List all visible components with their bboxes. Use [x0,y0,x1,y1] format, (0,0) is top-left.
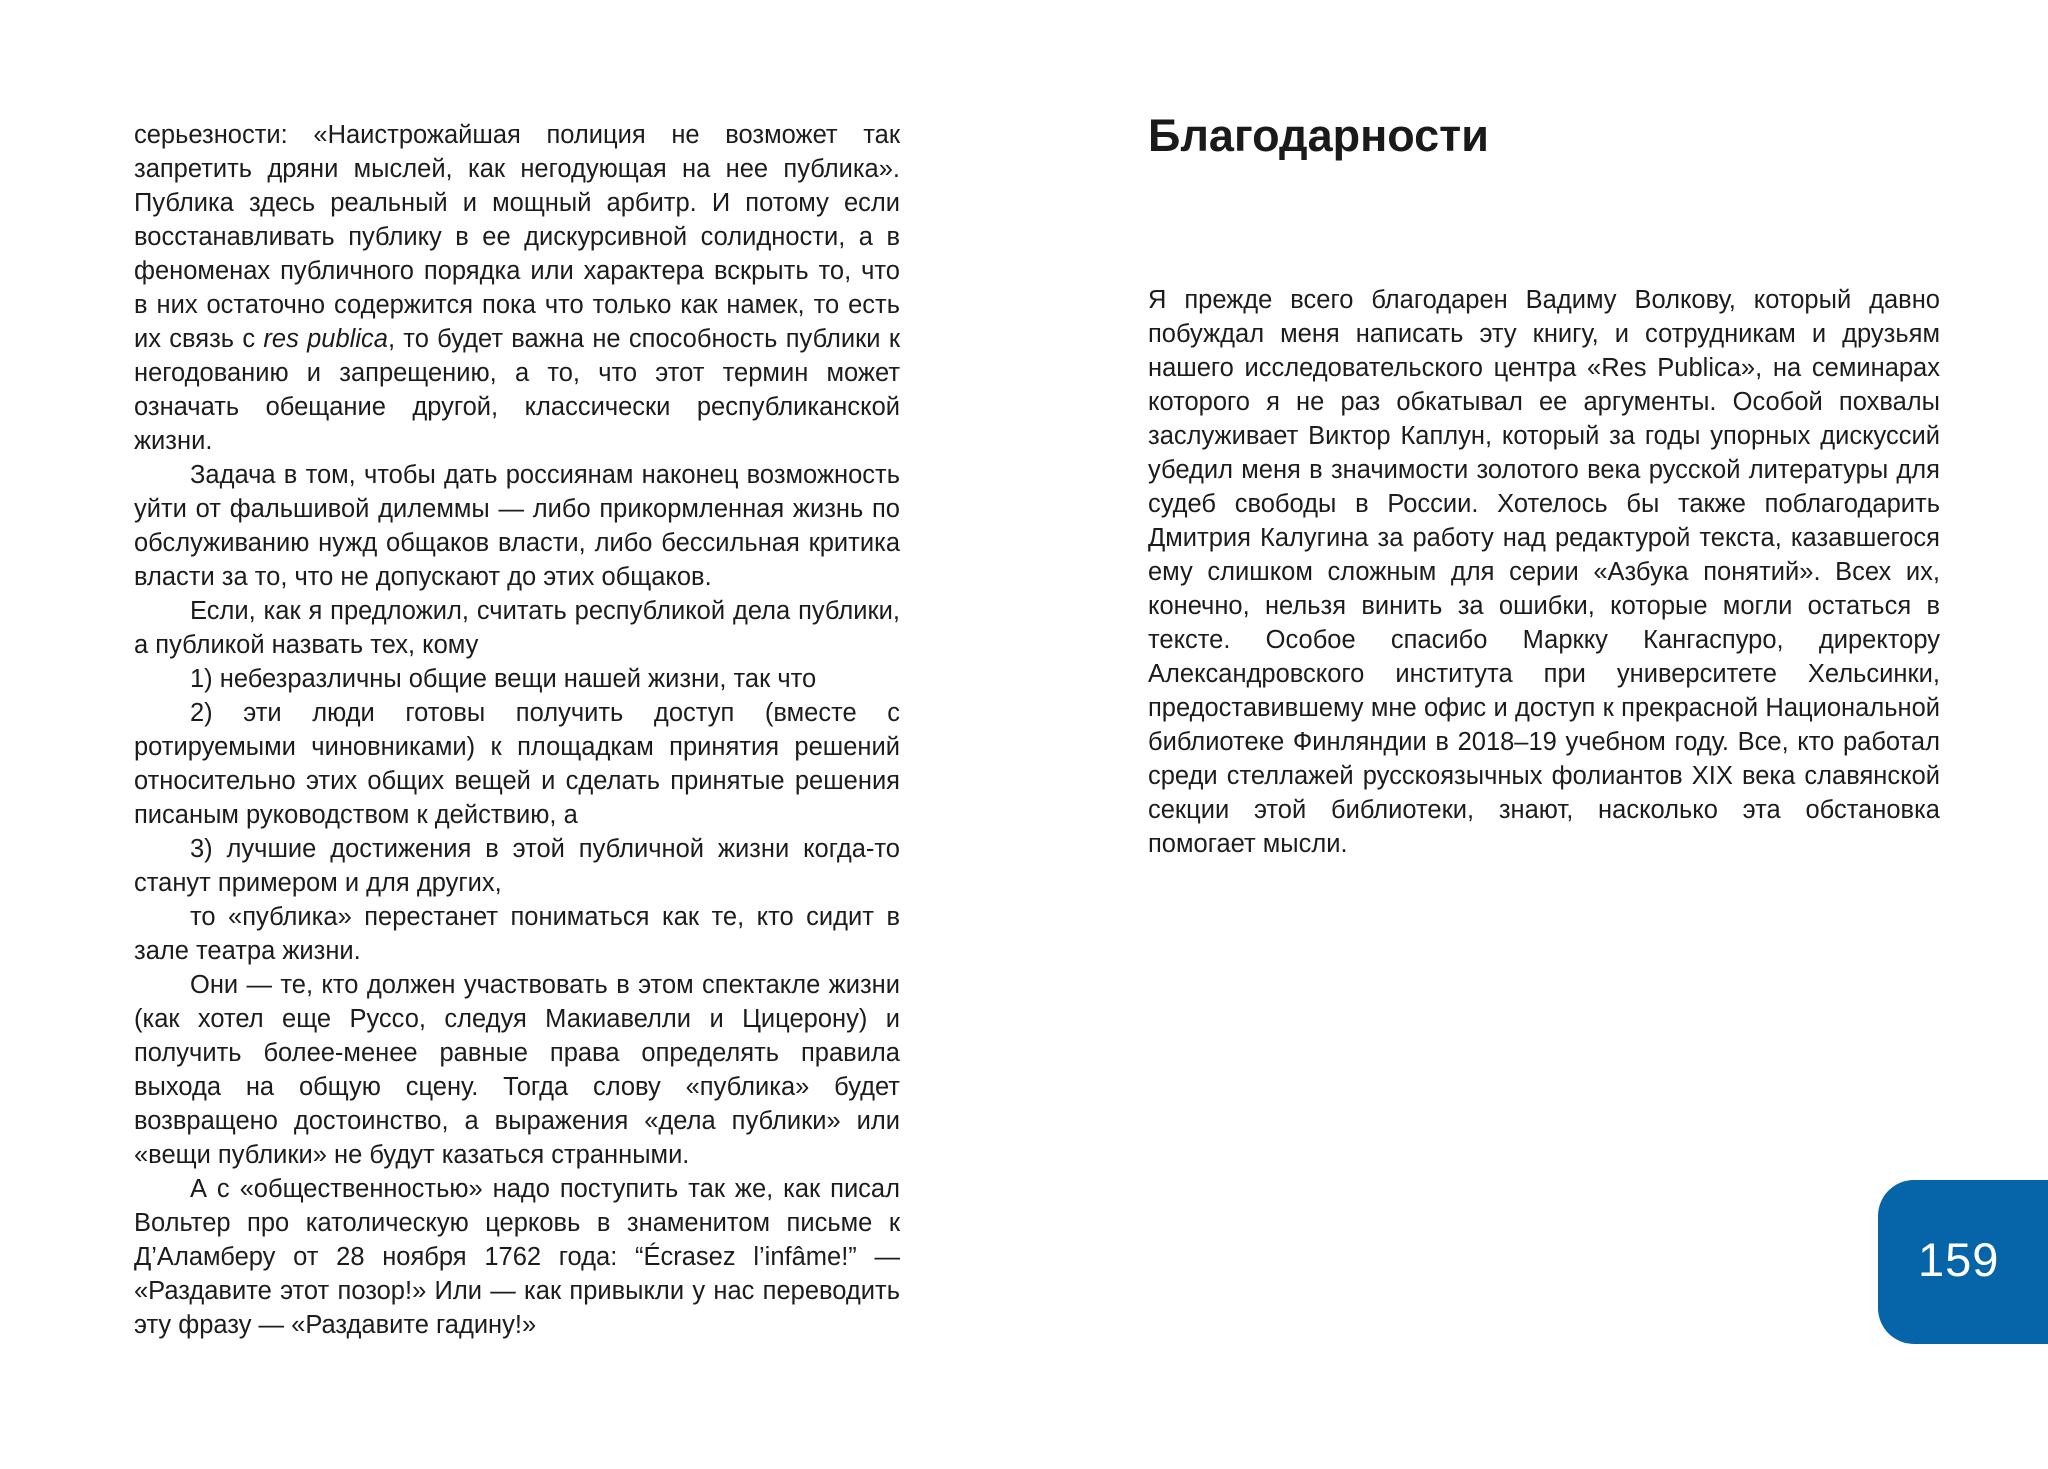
list-item-2: 2) эти люди готовы получить доступ (вместе с ротируемыми чиновниками) к площадкам принятия решений относительно этих общих вещей и сделать принятые решения писаным руководством к действию, а [134,699,900,829]
paragraph-1-part-1: серьезности: «Наистрожайшая полиция не возможет так запретить дряни мыслей, как негодующая на нее публика». Публика здесь реальный и мощный арбитр. И потому если восстанавливать публику в ее дискурсивной солидности, а в феноменах публичного порядка или характера вскрыть то, что в них остаточно содержится пока что только как намек, то есть их связь с [134,121,900,353]
paragraph-6: А с «общественностью» надо поступить так же, как писал Вольтер про католическую церковь в знаменитом письме к Д’Аламберу от 28 ноября 1762 года: “Écrasez l’infâme!” — «Раздавите этот позор!» Или — как привыкли у нас переводить эту фразу — «Раздавите гадину!» [134,1175,900,1339]
paragraph-5: Они — те, кто должен участвовать в этом спектакле жизни (как хотел еще Руссо, следуя Макиавелли и Цицерону) и получить более-менее равные права определять правила выхода на общую сцену. Тогда слову «публика» будет возвращено достоинство, а выражения «дела публики» или «вещи публики» не будут казаться странными. [134,971,900,1169]
paragraph-3: Если, как я предложил, считать республикой дела публики, а публикой назвать тех, кому [134,597,900,659]
left-text-column [134,118,900,1342]
paragraph-2: Задача в том, чтобы дать россиянам наконец возможность уйти от фальшивой дилеммы — либо прикормленная жизнь по обслуживанию нужд общаков власти, либо бессильная критика власти за то, что не допускают до этих общаков. [134,461,900,591]
list-item-1: 1) небезразличны общие вещи нашей жизни, так что [190,665,817,693]
page-number-tab [1878,1180,2048,1344]
paragraph-1 [134,118,900,458]
chapter-title: Благодарности [1148,110,1489,161]
acknowledgements-paragraph: Я прежде всего благодарен Вадиму Волкову, который давно побуждал меня написать эту книгу, и сотрудникам и друзьям нашего исследовательского центра «Res Publica», на семинарах которого я не раз обкатывал ее аргументы. Особой похвалы заслуживает Виктор Каплун, который за годы упорных дискуссий убедил меня в значимости золотого века русской литературы для судеб свободы в России. Хотелось бы также поблагодарить Дмитрия Калугина за работу над редактурой текста, казавшегося ему слишком сложным для серии «Азбука понятий». Всех их, конечно, нельзя винить за ошибки, которые могли остаться в тексте. Особое спасибо Маркку Кангаспуро, директору Александровского института при университете Хельсинки, предоставившему мне офис и доступ к прекрасной Национальной библиотеке Финляндии в 2018–19 учебном году. Все, кто работал среди стеллажей русскоязычных фолиантов XIX века славянской секции этой библиотеки, знают, насколько эта обстановка помогает мысли. [1148,286,1940,858]
paragraph-4: то «публика» перестанет пониматься как те, кто сидит в зале театра жизни. [134,903,900,965]
paragraph-1-italic-term: res publica [263,325,388,353]
paragraph-1-part-3: , то будет важна не способность публики к негодованию и запрещению, а то, что этот термин может означать обещание другой, классически республиканской жизни. [134,325,900,455]
right-text-column [1148,283,1940,861]
page-number: 159 [1918,1233,2000,1286]
list-item-3: 3) лучшие достижения в этой публичной жизни когда-то станут примером и для других, [134,835,900,897]
